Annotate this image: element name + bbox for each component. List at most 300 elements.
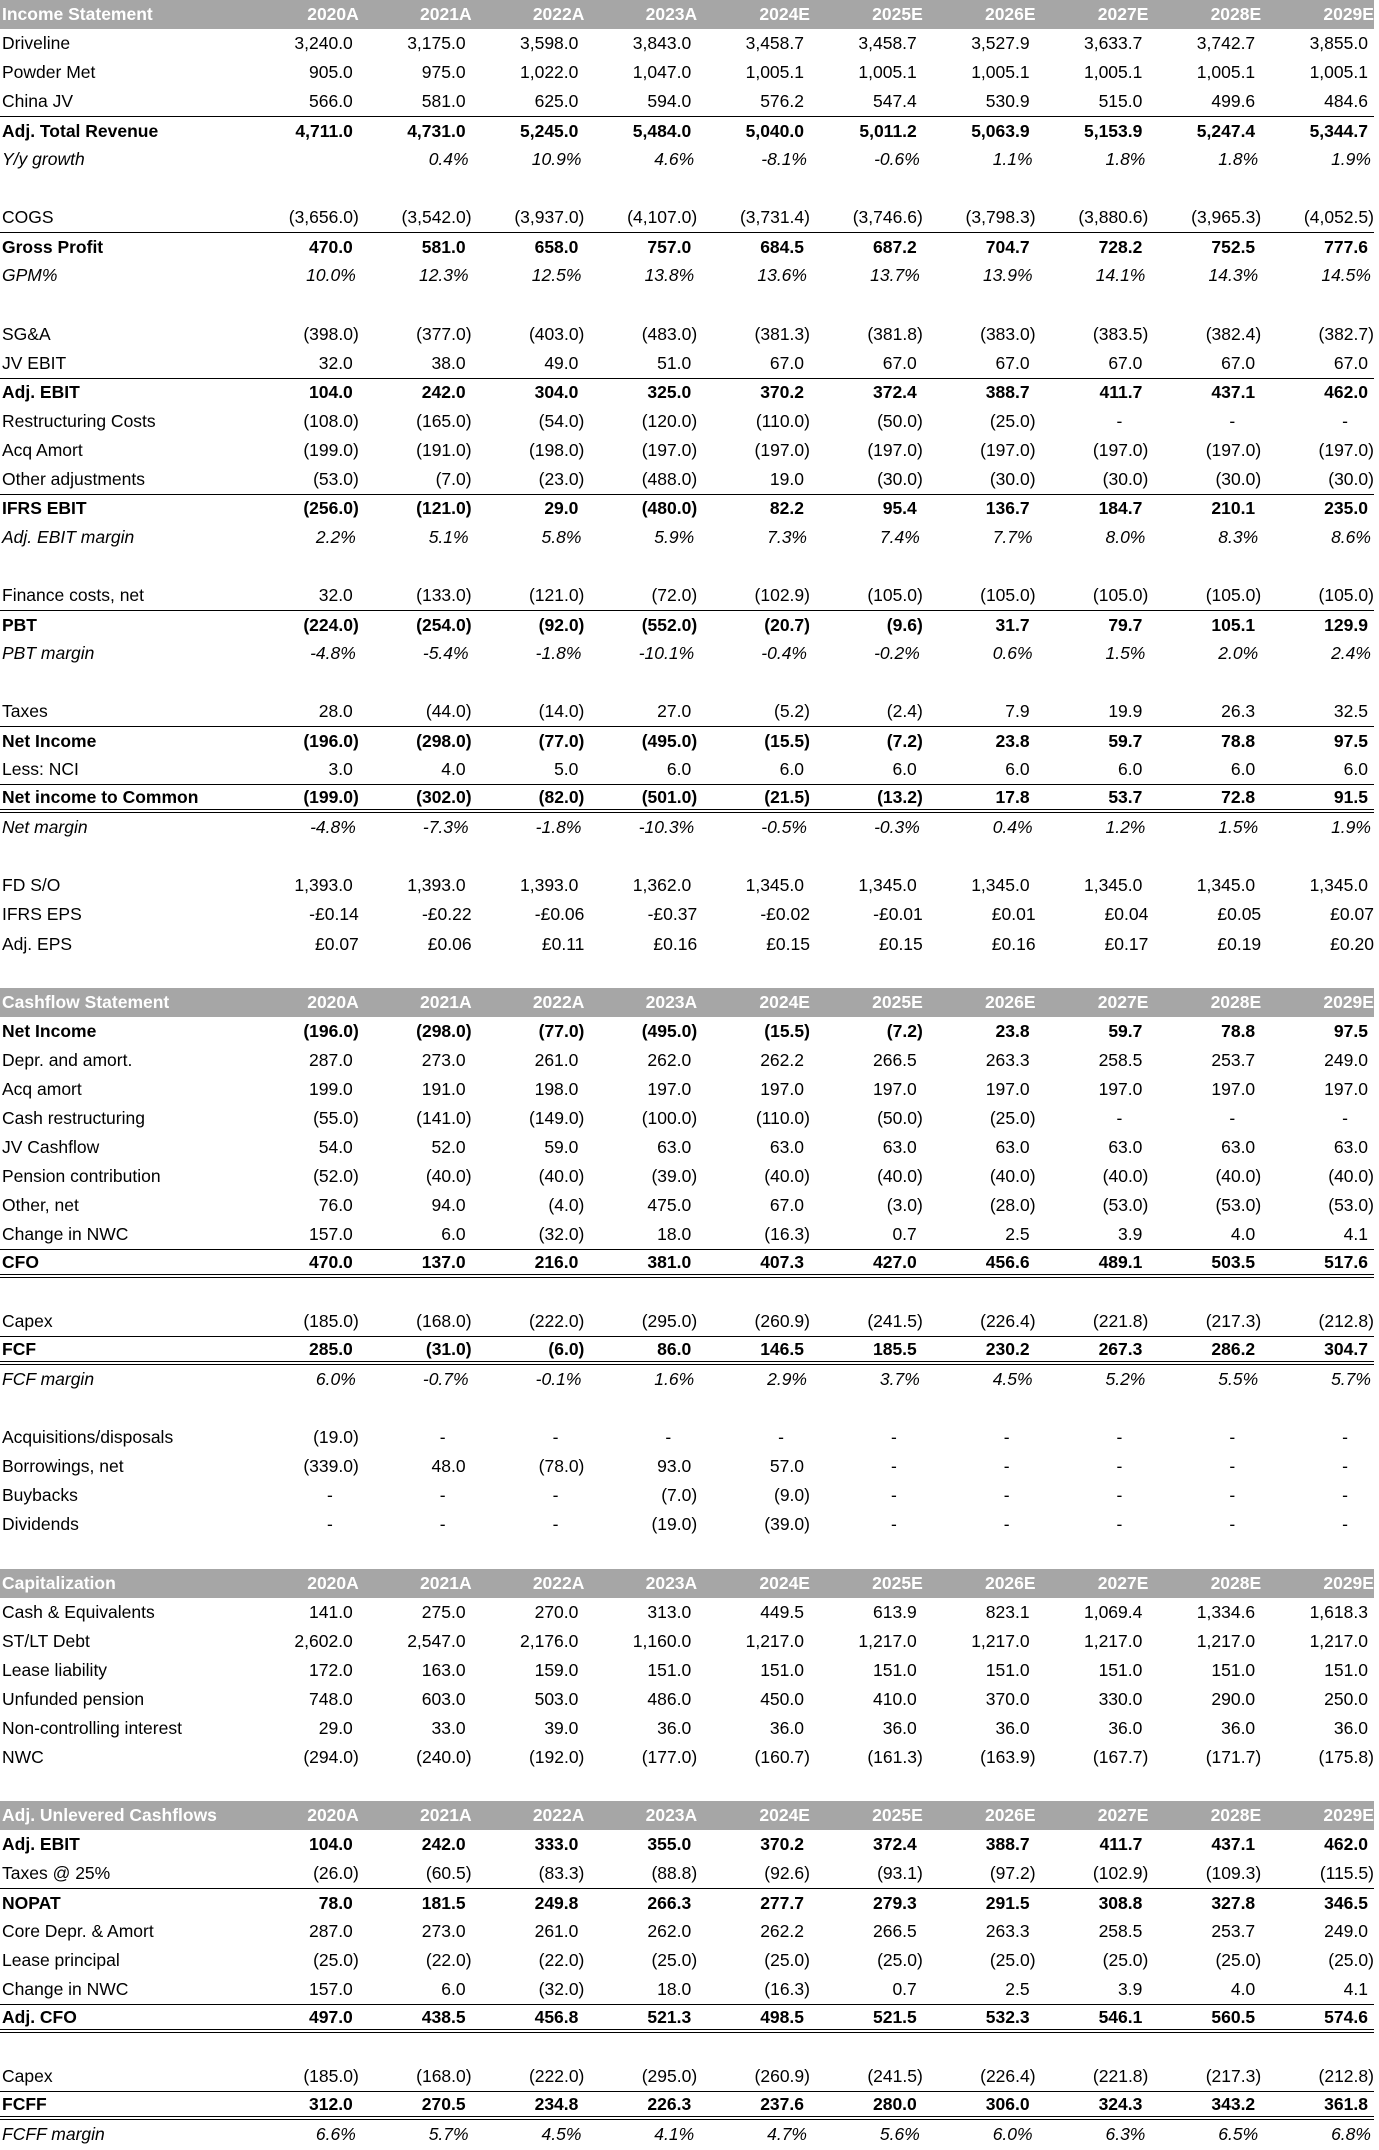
row-label: Restructuring Costs — [2, 410, 156, 431]
value-cell: (3,965.3) — [1191, 207, 1262, 228]
value-cell: 5,484.0 — [632, 120, 692, 141]
value-cell: 1,345.0 — [745, 875, 804, 896]
value-cell: 270.5 — [421, 2093, 466, 2114]
row-label: GPM% — [2, 265, 58, 286]
value-cell: (224.0) — [303, 614, 359, 635]
value-cell: (19.0) — [313, 1427, 359, 1448]
value-cell: 574.6 — [1324, 2006, 1368, 2027]
value-cell: 1,345.0 — [858, 875, 917, 896]
row-label: Change in NWC — [2, 1979, 129, 2000]
row-label: Core Depr. & Amort — [2, 1921, 154, 1942]
value-cell: 36.0 — [1221, 1717, 1256, 1738]
year-header: 2027E — [1097, 991, 1149, 1012]
value-cell: 129.9 — [1324, 614, 1368, 635]
table-row-less-nci — [0, 755, 1374, 784]
value-cell: - — [552, 1485, 559, 1506]
value-cell: (495.0) — [641, 730, 698, 751]
value-cell: (197.0) — [641, 439, 698, 460]
value-cell: (295.0) — [641, 2066, 698, 2087]
value-cell: 1,005.1 — [1083, 62, 1143, 83]
value-cell: 72.8 — [1221, 786, 1256, 807]
value-cell: 0.7 — [892, 1979, 917, 2000]
table-row-cash-restructuring — [0, 1104, 1374, 1133]
value-cell: (54.0) — [538, 410, 585, 431]
value-cell: 1,345.0 — [1196, 875, 1256, 896]
value-cell: - — [1229, 1456, 1236, 1477]
value-cell: (92.6) — [764, 1863, 810, 1884]
value-cell: 437.1 — [1211, 1833, 1256, 1854]
value-cell: 517.6 — [1324, 1251, 1368, 1272]
value-cell: 242.0 — [421, 382, 466, 403]
value-cell: 1,334.6 — [1196, 1601, 1256, 1622]
value-cell: (226.4) — [980, 2066, 1036, 2087]
value-cell: 198.0 — [534, 1078, 579, 1099]
value-cell: 67.0 — [882, 352, 917, 373]
value-cell: - — [552, 1514, 559, 1535]
table-row-taxes-25 — [0, 1859, 1374, 1888]
value-cell: 4.1 — [1343, 1223, 1368, 1244]
value-cell: - — [439, 1427, 446, 1448]
value-cell: (97.2) — [989, 1863, 1036, 1884]
value-cell: (15.5) — [764, 1020, 810, 1041]
value-cell: 1,217.0 — [745, 1630, 804, 1651]
value-cell: 57.0 — [769, 1456, 804, 1477]
value-cell: 462.0 — [1324, 1833, 1368, 1854]
value-cell: (212.8) — [1318, 1311, 1374, 1332]
value-cell: (212.8) — [1318, 2066, 1374, 2087]
value-cell: 1,005.1 — [745, 62, 804, 83]
value-cell: - — [890, 1427, 897, 1448]
value-cell: (3,937.0) — [514, 207, 585, 228]
value-cell: 370.0 — [985, 1688, 1030, 1709]
year-header: 2022A — [532, 1804, 585, 1825]
value-cell: 237.6 — [760, 2093, 804, 2114]
value-cell: - — [1342, 1456, 1348, 1477]
row-label: Adj. CFO — [2, 2006, 77, 2027]
table-row-y-y-growth — [0, 145, 1374, 174]
year-header: 2027E — [1097, 1572, 1149, 1593]
value-cell: 532.3 — [985, 2006, 1030, 2027]
value-cell: 36.0 — [657, 1717, 692, 1738]
value-cell: 253.7 — [1211, 1049, 1256, 1070]
table-row-pbt-margin — [0, 639, 1374, 668]
value-cell: 146.5 — [760, 1338, 804, 1359]
value-cell: 306.0 — [985, 2093, 1030, 2114]
row-label: Change in NWC — [2, 1223, 129, 1244]
value-cell: - — [1342, 410, 1348, 431]
value-cell: 51.0 — [657, 352, 692, 373]
value-cell: (383.0) — [980, 323, 1036, 344]
value-cell: 3.0 — [328, 759, 353, 780]
value-cell: (177.0) — [641, 1746, 698, 1767]
value-cell: 97.5 — [1333, 1020, 1368, 1041]
value-cell: (16.3) — [764, 1979, 810, 2000]
value-cell: 684.5 — [760, 236, 804, 257]
value-cell: 13.8% — [644, 265, 695, 286]
value-cell: (217.3) — [1205, 1311, 1262, 1332]
table-row-acq-amort — [0, 436, 1374, 465]
value-cell: 381.0 — [647, 1251, 692, 1272]
value-cell: (483.0) — [641, 323, 698, 344]
year-header: 2022A — [532, 991, 585, 1012]
value-cell: 59.7 — [1108, 1020, 1143, 1041]
year-header: 2023A — [645, 1804, 698, 1825]
value-cell: -£0.37 — [647, 904, 698, 925]
value-cell: 151.0 — [985, 1659, 1030, 1680]
value-cell: - — [1342, 1107, 1348, 1128]
value-cell: (165.0) — [416, 410, 472, 431]
value-cell: (22.0) — [425, 1950, 472, 1971]
value-cell: 0.4% — [428, 149, 469, 170]
spacer-row — [0, 290, 1374, 319]
table-row-core-depr-amort — [0, 1917, 1374, 1946]
value-cell: (30.0) — [1215, 468, 1262, 489]
value-cell: 181.5 — [421, 1892, 466, 1913]
value-cell: 1,217.0 — [858, 1630, 917, 1651]
value-cell: 613.9 — [872, 1601, 917, 1622]
value-cell: (9.0) — [774, 1485, 810, 1506]
row-label: Capex — [2, 1311, 53, 1332]
value-cell: 3.7% — [879, 1369, 920, 1390]
value-cell: (168.0) — [416, 2066, 472, 2087]
value-cell: (377.0) — [416, 323, 472, 344]
value-cell: 29.0 — [318, 1717, 353, 1738]
value-cell: -0.1% — [535, 1369, 582, 1390]
value-cell: 63.0 — [657, 1136, 692, 1157]
value-cell: 521.3 — [647, 2006, 692, 2027]
value-cell: 104.0 — [309, 382, 353, 403]
value-cell: 250.0 — [1324, 1688, 1368, 1709]
value-cell: (40.0) — [1102, 1165, 1149, 1186]
value-cell: 312.0 — [309, 2093, 353, 2114]
value-cell: 658.0 — [534, 236, 579, 257]
value-cell: 197.0 — [1211, 1078, 1256, 1099]
table-row-acq-amort — [0, 1075, 1374, 1104]
value-cell: (78.0) — [538, 1456, 585, 1477]
row-label: Lease liability — [2, 1659, 108, 1680]
value-cell: - — [1003, 1514, 1010, 1535]
value-cell: 7.9 — [1005, 701, 1030, 722]
value-cell: 10.0% — [306, 265, 356, 286]
value-cell: 19.0 — [769, 468, 804, 489]
value-cell: 52.0 — [431, 1136, 466, 1157]
value-cell: (30.0) — [1328, 468, 1374, 489]
value-cell: 5.5% — [1218, 1369, 1259, 1390]
value-cell: £0.16 — [653, 933, 698, 954]
value-cell: 230.2 — [985, 1338, 1030, 1359]
value-cell: 2,176.0 — [520, 1630, 579, 1651]
value-cell: 1,022.0 — [520, 62, 579, 83]
value-cell: (198.0) — [528, 439, 585, 460]
value-cell: (7.0) — [435, 468, 472, 489]
value-cell: 4.0 — [1230, 1979, 1256, 2000]
row-label: Adj. EBIT — [2, 1833, 80, 1854]
value-cell: 4.7% — [767, 2124, 807, 2145]
value-cell: (161.3) — [867, 1746, 923, 1767]
spacer-row — [0, 668, 1374, 697]
value-cell: 67.0 — [769, 352, 804, 373]
table-row-buybacks — [0, 1481, 1374, 1510]
value-cell: 39.0 — [544, 1717, 579, 1738]
value-cell: 249.8 — [534, 1892, 579, 1913]
year-header: 2025E — [872, 991, 923, 1012]
row-label: Acq Amort — [2, 439, 83, 460]
value-cell: (185.0) — [303, 2066, 359, 2087]
value-cell: 262.0 — [647, 1049, 692, 1070]
value-cell: 26.3 — [1221, 701, 1256, 722]
value-cell: - — [890, 1485, 897, 1506]
value-cell: (168.0) — [416, 1311, 472, 1332]
value-cell: (44.0) — [425, 701, 472, 722]
value-cell: (88.8) — [651, 1863, 698, 1884]
spacer-row — [0, 174, 1374, 203]
year-header: 2028E — [1210, 1572, 1262, 1593]
year-header: 2029E — [1323, 1804, 1374, 1825]
row-label: Other, net — [2, 1194, 79, 1215]
value-cell: 258.5 — [1098, 1921, 1143, 1942]
value-cell: 157.0 — [309, 1223, 353, 1244]
table-row-pension-contribution — [0, 1162, 1374, 1191]
value-cell: (53.0) — [1102, 1194, 1149, 1215]
value-cell: 3,855.0 — [1309, 33, 1368, 54]
value-cell: -£0.01 — [873, 904, 923, 925]
value-cell: 5.1% — [428, 526, 469, 547]
value-cell: 1.9% — [1331, 149, 1371, 170]
value-cell: - — [1116, 1456, 1123, 1477]
value-cell: 216.0 — [534, 1251, 579, 1272]
value-cell: 521.5 — [872, 2006, 917, 2027]
value-cell: 6.8% — [1331, 2124, 1371, 2145]
value-cell: 151.0 — [1211, 1659, 1256, 1680]
value-cell: -£0.14 — [309, 904, 359, 925]
value-cell: (185.0) — [303, 1311, 359, 1332]
value-cell: 82.2 — [769, 498, 804, 519]
spacer-row — [0, 1772, 1374, 1801]
value-cell: (199.0) — [303, 786, 359, 807]
value-cell: 757.0 — [647, 236, 692, 257]
value-cell: 54.0 — [318, 1136, 353, 1157]
year-header: 2020A — [307, 1572, 359, 1593]
value-cell: 136.7 — [985, 498, 1030, 519]
value-cell: 63.0 — [1333, 1136, 1368, 1157]
value-cell: (25.0) — [313, 1950, 359, 1971]
row-label: Dividends — [2, 1514, 79, 1535]
value-cell: 1,160.0 — [632, 1630, 692, 1651]
value-cell: 261.0 — [534, 1921, 579, 1942]
value-cell: 266.5 — [872, 1921, 917, 1942]
value-cell: 5,040.0 — [745, 120, 804, 141]
value-cell: -0.6% — [874, 149, 920, 170]
value-cell: 5.0 — [554, 759, 579, 780]
value-cell: (105.0) — [1205, 584, 1262, 605]
value-cell: 3,633.7 — [1083, 33, 1143, 54]
spacer-row — [0, 1394, 1374, 1423]
table-row-capex — [0, 2062, 1374, 2091]
value-cell: -5.4% — [422, 643, 469, 664]
value-cell: 6.0 — [441, 1223, 466, 1244]
value-cell: (197.0) — [1092, 439, 1149, 460]
row-label: Adj. Total Revenue — [2, 120, 159, 141]
value-cell: -0.3% — [874, 817, 920, 838]
table-row-dividends — [0, 1510, 1374, 1539]
value-cell: £0.07 — [1330, 904, 1374, 925]
row-label: Unfunded pension — [2, 1688, 145, 1709]
value-cell: 450.0 — [760, 1688, 804, 1709]
value-cell: (175.8) — [1318, 1746, 1374, 1767]
table-row-net-income — [0, 726, 1374, 755]
value-cell: 752.5 — [1211, 236, 1256, 257]
value-cell: 287.0 — [309, 1921, 353, 1942]
value-cell: (382.4) — [1205, 323, 1262, 344]
value-cell: 581.0 — [421, 91, 466, 112]
value-cell: 197.0 — [985, 1078, 1030, 1099]
value-cell: 346.5 — [1324, 1892, 1368, 1913]
value-cell: (31.0) — [425, 1338, 472, 1359]
value-cell: 372.4 — [872, 382, 917, 403]
value-cell: 5,153.9 — [1083, 120, 1143, 141]
value-cell: 94.0 — [431, 1194, 466, 1215]
value-cell: 6.0 — [1005, 759, 1030, 780]
value-cell: 1,069.4 — [1083, 1601, 1143, 1622]
value-cell: (77.0) — [538, 1020, 585, 1041]
row-label: Net margin — [2, 817, 88, 838]
value-cell: (3,542.0) — [401, 207, 472, 228]
value-cell: 210.1 — [1211, 498, 1256, 519]
year-header: 2023A — [645, 4, 698, 25]
value-cell: (15.5) — [764, 730, 810, 751]
section-header-income-statement — [0, 0, 1374, 29]
value-cell: £0.19 — [1217, 933, 1262, 954]
value-cell: 67.0 — [769, 1194, 804, 1215]
value-cell: 1,005.1 — [971, 62, 1030, 83]
value-cell: £0.01 — [991, 904, 1036, 925]
value-cell: £0.05 — [1217, 904, 1262, 925]
value-cell: -£0.02 — [760, 904, 810, 925]
row-label: Taxes — [2, 701, 48, 722]
value-cell: 5,063.9 — [971, 120, 1030, 141]
value-cell: £0.15 — [766, 933, 810, 954]
value-cell: (25.0) — [989, 1950, 1036, 1971]
value-cell: 270.0 — [534, 1601, 579, 1622]
value-cell: 13.6% — [757, 265, 807, 286]
value-cell: (83.3) — [538, 1863, 585, 1884]
value-cell: 14.1% — [1095, 265, 1146, 286]
value-cell: 498.5 — [760, 2006, 804, 2027]
table-row-acquisitions-disposals — [0, 1423, 1374, 1452]
table-row-lease-principal — [0, 1946, 1374, 1975]
value-cell: 7.3% — [767, 526, 807, 547]
table-row-change-in-nwc — [0, 1975, 1374, 2004]
value-cell: 437.1 — [1211, 382, 1256, 403]
value-cell: (171.7) — [1205, 1746, 1262, 1767]
value-cell: 2.9% — [767, 1369, 807, 1390]
year-header: 2022A — [532, 1572, 585, 1593]
value-cell: 6.5% — [1218, 2124, 1259, 2145]
value-cell: (39.0) — [764, 1514, 810, 1535]
value-cell: - — [665, 1427, 672, 1448]
row-label: Driveline — [2, 33, 71, 54]
value-cell: -4.8% — [310, 817, 356, 838]
value-cell: 1.8% — [1105, 149, 1146, 170]
value-cell: 1,393.0 — [407, 875, 466, 896]
value-cell: 484.6 — [1324, 91, 1368, 112]
value-cell: -8.1% — [761, 149, 807, 170]
value-cell: 748.0 — [309, 1688, 353, 1709]
value-cell: 275.0 — [421, 1601, 466, 1622]
value-cell: -£0.06 — [534, 904, 585, 925]
value-cell: (3,880.6) — [1078, 207, 1149, 228]
value-cell: (25.0) — [1215, 1950, 1262, 1971]
value-cell: 12.5% — [531, 265, 582, 286]
value-cell: - — [1116, 1514, 1123, 1535]
value-cell: 6.0% — [315, 1369, 356, 1390]
value-cell: (480.0) — [641, 498, 698, 519]
value-cell: (160.7) — [754, 1746, 810, 1767]
row-label: Less: NCI — [2, 759, 79, 780]
value-cell: - — [439, 1485, 446, 1506]
value-cell: 503.0 — [534, 1688, 579, 1709]
value-cell: 560.5 — [1211, 2006, 1256, 2027]
row-label: PBT margin — [2, 643, 95, 664]
value-cell: 48.0 — [431, 1456, 466, 1477]
value-cell: 499.6 — [1211, 91, 1256, 112]
value-cell: 1.2% — [1105, 817, 1146, 838]
value-cell: 5.7% — [428, 2124, 469, 2145]
value-cell: (382.7) — [1318, 323, 1374, 344]
value-cell: 3,240.0 — [294, 33, 353, 54]
row-label: Powder Met — [2, 62, 96, 83]
value-cell: (55.0) — [313, 1107, 359, 1128]
value-cell: 343.2 — [1211, 2093, 1256, 2114]
value-cell: 262.2 — [760, 1921, 804, 1942]
value-cell: (40.0) — [1328, 1165, 1374, 1186]
table-row-fcff — [0, 2091, 1374, 2120]
value-cell: 290.0 — [1211, 1688, 1256, 1709]
section-title: Capitalization — [2, 1572, 116, 1593]
value-cell: 63.0 — [882, 1136, 917, 1157]
value-cell: 449.5 — [760, 1601, 804, 1622]
row-label: Non-controlling interest — [2, 1717, 182, 1738]
value-cell: 67.0 — [1333, 352, 1368, 373]
row-label: FCFF — [2, 2093, 47, 2114]
value-cell: 3.9 — [1118, 1979, 1143, 2000]
row-label: COGS — [2, 207, 54, 228]
value-cell: 6.0 — [441, 1979, 466, 2000]
value-cell: 8.0% — [1105, 526, 1146, 547]
value-cell: (40.0) — [764, 1165, 810, 1186]
value-cell: 6.0 — [1118, 759, 1143, 780]
value-cell: (221.8) — [1092, 1311, 1149, 1332]
row-label: ST/LT Debt — [2, 1630, 90, 1651]
value-cell: 184.7 — [1098, 498, 1143, 519]
table-row-gross-profit — [0, 232, 1374, 261]
value-cell: (105.0) — [867, 584, 923, 605]
row-label: Borrowings, net — [2, 1456, 124, 1477]
year-header: 2024E — [759, 1804, 810, 1825]
value-cell: 262.2 — [760, 1049, 804, 1070]
value-cell: 1,618.3 — [1309, 1601, 1368, 1622]
table-row-jv-cashflow — [0, 1133, 1374, 1162]
value-cell: (121.0) — [528, 584, 585, 605]
value-cell: (32.0) — [538, 1979, 585, 2000]
value-cell: (141.0) — [416, 1107, 472, 1128]
value-cell: 7.7% — [992, 526, 1033, 547]
value-cell: 261.0 — [534, 1049, 579, 1070]
value-cell: -4.8% — [310, 643, 356, 664]
value-cell: 475.0 — [647, 1194, 692, 1215]
value-cell: 456.6 — [985, 1251, 1030, 1272]
value-cell: 8.3% — [1218, 526, 1259, 547]
